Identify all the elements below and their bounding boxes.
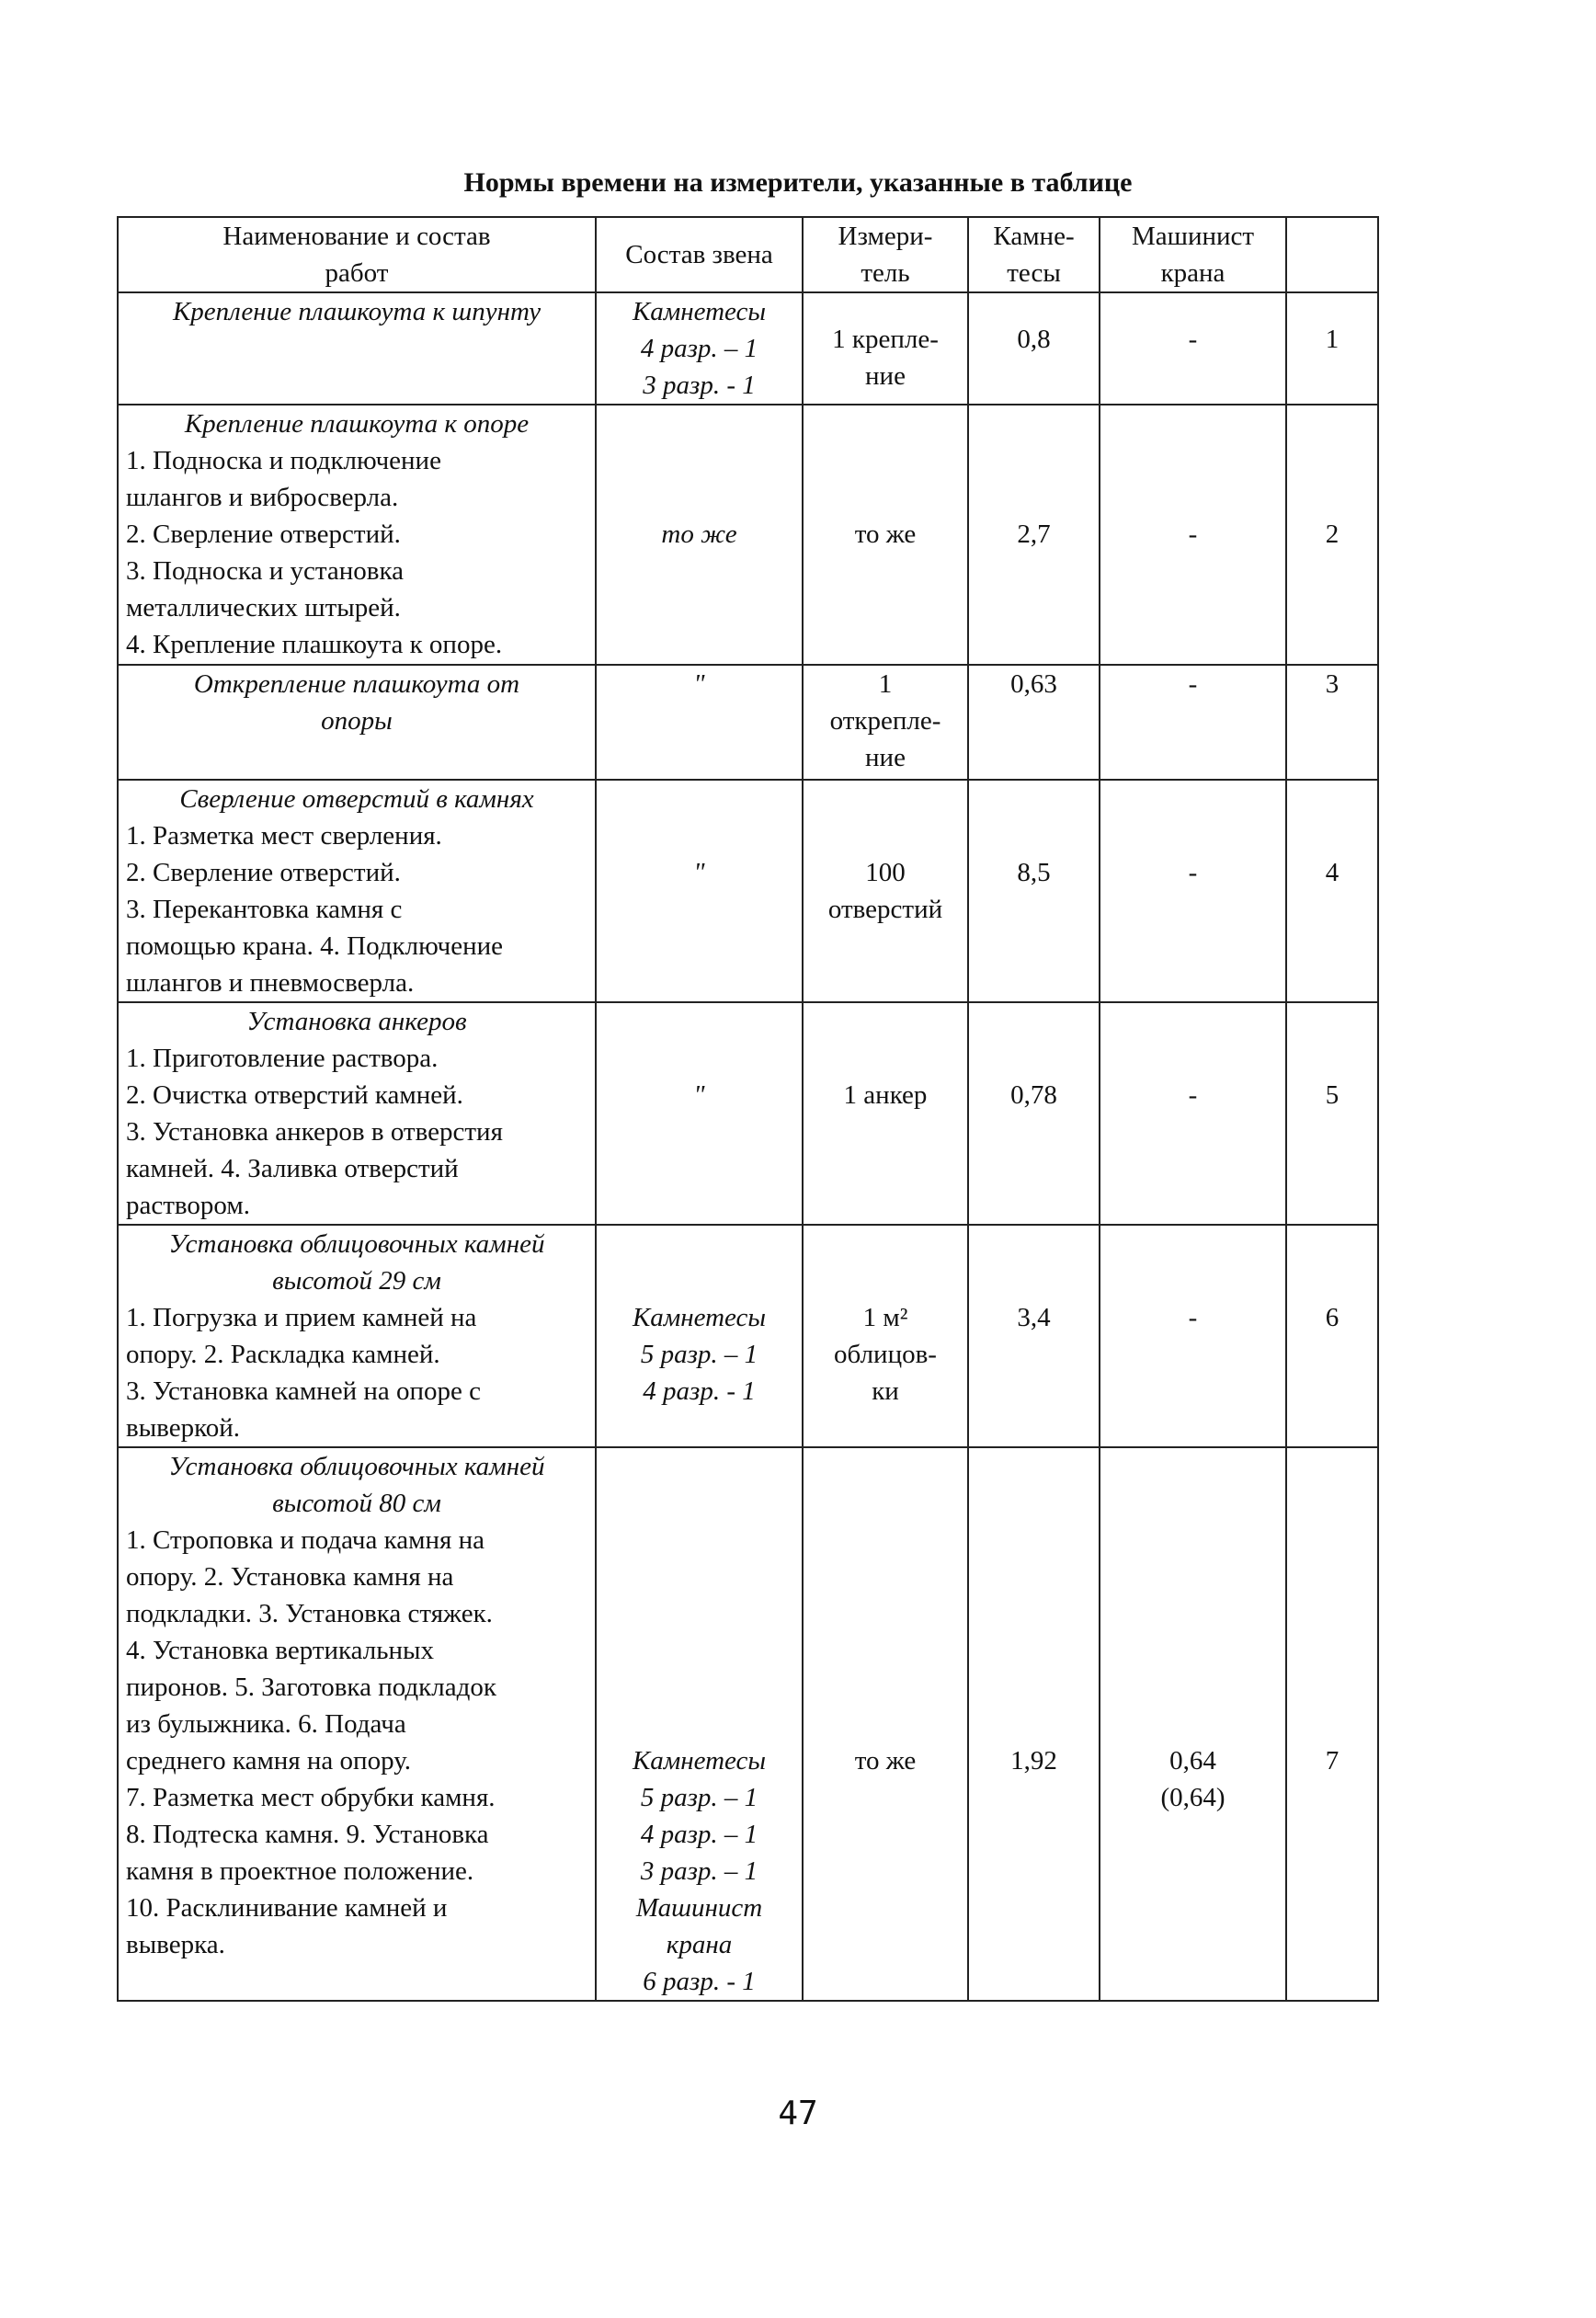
step-line: 1. Разметка мест сверления. [126, 821, 442, 851]
step-line: 3. Перекантовка камня с [126, 895, 403, 924]
measure-cell [803, 292, 968, 405]
work-title-line: опоры [321, 706, 393, 736]
row-number-cell-value: 2 [1325, 520, 1340, 549]
mach-line: - [1188, 520, 1198, 549]
mach-line: (0,64) [1160, 1783, 1226, 1812]
table-row [118, 405, 1378, 665]
step-line: 2. Сверление отверстий. [126, 858, 401, 887]
row-number-cell-value: 5 [1325, 1080, 1340, 1110]
step-line: 1. Строповка и подача камня на [126, 1525, 484, 1555]
crew-line: 6 разр. - 1 [643, 1967, 756, 1996]
page-title: Нормы времени на измерители, указанные в таблице [463, 167, 1133, 198]
mach-line: - [1188, 858, 1198, 887]
meas-line: 100 [865, 858, 906, 887]
crew-line: 4 разр. – 1 [640, 334, 758, 363]
crew-line: 5 разр. – 1 [640, 1340, 758, 1369]
mach-line: - [1188, 1303, 1198, 1332]
row-number-cell [1286, 1447, 1378, 2001]
stonecutters-cell [968, 1225, 1100, 1447]
stonecutters-cell-value: 0,8 [1017, 325, 1051, 354]
crew-line: то же [661, 520, 737, 549]
work-title-line: Установка облицовочных камней [168, 1229, 545, 1259]
work-name-cell [118, 1447, 596, 2001]
header-stonecutters: Камне- тесы [968, 217, 1100, 292]
crew-cell [596, 1002, 803, 1225]
step-line: 4. Крепление плашкоута к опоре. [126, 630, 503, 659]
stonecutters-cell [968, 780, 1100, 1002]
step-line: шлангов и вибросверла. [126, 483, 399, 512]
row-number-cell [1286, 665, 1378, 780]
crew-line: 3 разр. - 1 [643, 371, 756, 400]
measure-cell [803, 1225, 968, 1447]
crane-operator-cell [1100, 1447, 1286, 2001]
meas-line: откреплe- [829, 706, 941, 736]
header-row [118, 217, 1378, 292]
header-crew: Состав звена [596, 217, 803, 292]
meas-line: отверстий [827, 895, 943, 924]
meas-line: 1 [878, 669, 893, 699]
crane-operator-cell [1100, 1002, 1286, 1225]
table-row [118, 292, 1378, 405]
table-row [118, 780, 1378, 1002]
step-line: 3. Установка анкеров в отверстия [126, 1117, 503, 1147]
crew-line: Машинист [635, 1893, 763, 1923]
table-row [118, 1225, 1378, 1447]
crew-cell [596, 1225, 803, 1447]
crane-operator-cell [1100, 1225, 1286, 1447]
step-line: камней. 4. Заливка отверстий [126, 1154, 459, 1183]
step-line: пиронов. 5. Заготовка подкладок [126, 1673, 496, 1702]
step-line: подкладки. 3. Установка стяжек. [126, 1599, 493, 1628]
step-line: металлических штырей. [126, 593, 401, 622]
work-title-line: Крепление плашкоута к опоре [184, 409, 530, 439]
row-number-cell [1286, 405, 1378, 665]
step-line: шлангов и пневмосверла. [126, 968, 415, 998]
header-measure: Измери- тель [803, 217, 968, 292]
work-title-line: высотой 80 см [272, 1489, 441, 1518]
meas-line: то же [854, 520, 917, 549]
work-name-cell [118, 780, 596, 1002]
step-line: 1. Подноска и подключение [126, 446, 441, 475]
measure-cell [803, 405, 968, 665]
step-line: 10. Расклинивание камней и [126, 1893, 448, 1923]
meas-line: то же [854, 1746, 917, 1776]
crew-line: крана [666, 1930, 733, 1959]
measure-cell [803, 665, 968, 780]
work-name-cell [118, 292, 596, 405]
stonecutters-cell [968, 665, 1100, 780]
stonecutters-cell-value: 3,4 [1017, 1303, 1051, 1332]
crane-operator-cell [1100, 292, 1286, 405]
step-line: 7. Разметка мест обрубки камня. [126, 1783, 496, 1812]
step-line: раствором. [126, 1191, 250, 1220]
crew-cell [596, 780, 803, 1002]
stonecutters-cell [968, 1002, 1100, 1225]
step-line: 3. Установка камней на опоре с [126, 1376, 481, 1406]
meas-line: ние [865, 743, 906, 772]
crew-line: Камнетесы [632, 1746, 767, 1776]
work-title-line: высотой 29 см [272, 1266, 441, 1296]
crane-operator-cell [1100, 780, 1286, 1002]
page-number: 47 [778, 2095, 818, 2132]
crew-cell [596, 405, 803, 665]
stonecutters-cell-value: 8,5 [1017, 858, 1051, 887]
work-title-line: Открепление плашкоута от [193, 669, 520, 699]
step-line: 1. Погрузка и прием камней на [126, 1303, 477, 1332]
table-row [118, 1002, 1378, 1225]
stonecutters-cell-value: 1,92 [1010, 1746, 1057, 1776]
row-number-cell [1286, 292, 1378, 405]
work-name-cell [118, 665, 596, 780]
crew-line: " [693, 858, 705, 887]
row-number-cell-value: 1 [1325, 325, 1340, 354]
step-line: 2. Очистка отверстий камней. [126, 1080, 463, 1110]
row-number-cell [1286, 1225, 1378, 1447]
measure-cell [803, 1447, 968, 2001]
work-name-cell [118, 405, 596, 665]
meas-line: ние [865, 361, 906, 391]
work-name-cell [118, 1002, 596, 1225]
meas-line: облицов- [834, 1340, 937, 1369]
mach-line: 0,64 [1169, 1746, 1216, 1776]
mach-line: - [1188, 1080, 1198, 1110]
step-line: 1. Приготовление раствора. [126, 1044, 439, 1073]
crew-line: Камнетесы [632, 1303, 767, 1332]
header-number [1286, 217, 1378, 292]
step-line: 2. Сверление отверстий. [126, 520, 401, 549]
row-number-cell [1286, 780, 1378, 1002]
work-title-line: Установка анкеров [246, 1007, 467, 1036]
step-line: камня в проектное положение. [126, 1856, 474, 1886]
stonecutters-cell [968, 292, 1100, 405]
work-name-cell [118, 1225, 596, 1447]
measure-cell [803, 780, 968, 1002]
header-crane-operator: Машинист крана [1100, 217, 1286, 292]
work-title-line: Сверление отверстий в камнях [179, 784, 534, 814]
crew-line: 4 разр. – 1 [640, 1820, 758, 1849]
header-name: Наименование и состав работ [118, 217, 596, 292]
crew-line: Камнетесы [632, 297, 767, 326]
work-title-line: Крепление плашкоута к шпунту [172, 297, 542, 326]
crew-cell [596, 665, 803, 780]
table-row [118, 1447, 1378, 2001]
step-line: опору. 2. Установка камня на [126, 1562, 454, 1592]
mach-line: - [1188, 325, 1198, 354]
mach-line: - [1188, 669, 1198, 699]
crew-line: " [693, 669, 705, 699]
measure-cell [803, 1002, 968, 1225]
crane-operator-cell [1100, 405, 1286, 665]
stonecutters-cell-value: 2,7 [1017, 520, 1051, 549]
crew-cell [596, 292, 803, 405]
stonecutters-cell [968, 405, 1100, 665]
crew-cell [596, 1447, 803, 2001]
crew-line: 3 разр. – 1 [640, 1856, 758, 1886]
crew-line: 4 разр. - 1 [643, 1376, 756, 1406]
step-line: 4. Установка вертикальных [126, 1636, 434, 1665]
stonecutters-cell-value: 0,63 [1010, 669, 1057, 699]
step-line: опору. 2. Раскладка камней. [126, 1340, 440, 1369]
step-line: из булыжника. 6. Подача [126, 1709, 406, 1739]
step-line: 8. Подтеска камня. 9. Установка [126, 1820, 489, 1849]
crew-line: " [693, 1080, 705, 1110]
meas-line: 1 анкер [843, 1080, 928, 1110]
crew-line: 5 разр. – 1 [640, 1783, 758, 1812]
row-number-cell-value: 3 [1325, 669, 1340, 699]
step-line: среднего камня на опору. [126, 1746, 412, 1776]
step-line: 3. Подноска и установка [126, 556, 405, 586]
row-number-cell-value: 7 [1325, 1746, 1340, 1776]
row-number-cell-value: 6 [1325, 1303, 1340, 1332]
meas-line: 1 крепле- [832, 325, 939, 354]
step-line: выверкой. [126, 1413, 240, 1443]
norms-table [117, 216, 1379, 2002]
stonecutters-cell-value: 0,78 [1010, 1080, 1057, 1110]
crane-operator-cell [1100, 665, 1286, 780]
step-line: помощью крана. 4. Подключение [126, 931, 503, 961]
meas-line: ки [872, 1376, 899, 1406]
step-line: выверка. [126, 1930, 225, 1959]
meas-line: 1 м² [862, 1303, 908, 1332]
row-number-cell-value: 4 [1325, 858, 1340, 887]
row-number-cell [1286, 1002, 1378, 1225]
work-title-line: Установка облицовочных камней [168, 1452, 545, 1481]
stonecutters-cell [968, 1447, 1100, 2001]
table-row [118, 665, 1378, 780]
